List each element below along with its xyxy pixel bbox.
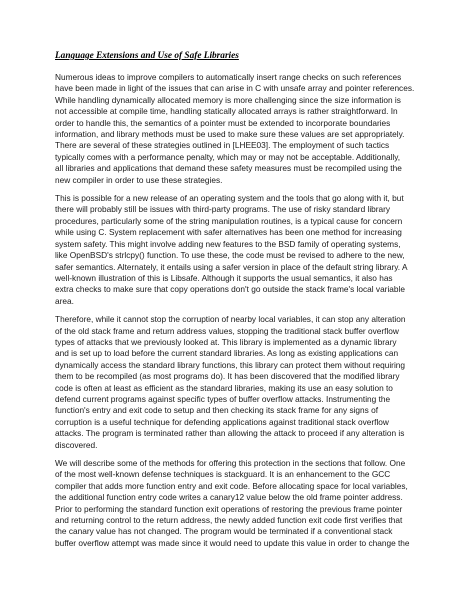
text-line: and returning control to the return address, the newly added function exit code first verifies that [55,515,403,526]
text-line: the canary value has not changed. The program would be terminated if a conventional stack [55,526,393,537]
section-heading: Language Extensions and Use of Safe Libraries [55,51,239,61]
text-line: have been made in light of the issues that can arise in C with unsafe array and pointer references. [55,83,415,94]
text-line: dynamically access the standard library functions, this library can protect them without requiring [55,359,406,370]
text-line: attacks. The program is terminated rather than allowing the attack to proceed if any alteration is [55,428,405,439]
text-line: information, and library methods must be used to make sure these values are set appropriately. [55,129,405,140]
text-line: procedures, particularly some of the string manipulation routines, is a typical cause for concern [55,215,403,226]
text-line: of the old stack frame and return address values, stopping the traditional stack buffer overflow [55,325,399,336]
paragraph-libsafe-protection [55,314,423,451]
text-line: function's entry and exit code to setup and then checking its stack frame for any signs of [55,405,379,416]
text-line: safer semantics. Alternately, it entails using a safer version in place of the default string library. A [55,261,408,272]
text-line: We will describe some of the methods for offering this protection in the sections that follow. One [55,458,406,468]
text-line: typically comes with a performance penalty, which may or may not be acceptable. Additionally, [55,151,401,162]
text-line: the additional function entry code writes a canary12 value below the old frame pointer address. [55,492,403,503]
text-line: order to handle this, the semantics of a pointer must be extended to incorporate boundaries [55,117,391,128]
text-line: Numerous ideas to improve compilers to automatically insert range checks on such references [55,72,402,82]
text-line: types of attacks that we previously looked at. This library is implemented as a dynamic library [55,336,397,347]
document-page [55,50,423,556]
text-line: code is often at least as efficient as the standard libraries, making its use an easy solution to [55,382,393,393]
text-line: and is set up to load before the current standard libraries. As long as existing applications can [55,348,399,359]
text-line: area. [55,295,74,306]
text-line: while using C. System replacement with safer alternatives has been one method for increasing [55,227,402,238]
text-line: discovered. [55,439,98,450]
text-line: there will probably still be issues with third-party programs. The use of risky standard library [55,204,391,215]
text-line: them to be recompiled (as most programs do). It has been discovered that the modified library [55,371,400,382]
text-line: of the most well-known defense techniques is stackguard. It is an enhancement to the GCC [55,469,391,480]
text-line: defend current programs against specific types of buffer overflow attacks. Instrumenting the [55,393,391,404]
text-line: Prior to performing the standard function exit operations of restoring the previous frame pointer [55,503,403,514]
paragraph-safe-libraries [55,193,423,307]
text-line: extra checks to make sure that copy operations don't go outside the stack frame's local variable [55,284,405,295]
paragraph-compiler-range-checks [55,72,423,186]
text-line: all libraries and applications that demand these safety measures must be recompiled using the [55,163,402,174]
text-line: There are several of these strategies outlined in [LHEE03]. The employment of such tactics [55,140,390,151]
text-line: buffer overflow attempt was made since it would need to update this value in order to change the [55,537,410,548]
text-line: system safety. This might involve adding new features to the BSD family of operating systems, [55,238,401,249]
text-line: like OpenBSD's strlcpy() function. To use these, the code must be revised to adhere to the new, [55,250,405,261]
text-line: well-known illustration of this is Libsafe. Although it supports the usual semantics, it also has [55,272,393,283]
text-line: new compiler in order to use these strategies. [55,174,223,185]
paragraph-stackguard [55,458,423,549]
text-line: Therefore, while it cannot stop the corruption of nearby local variables, it can stop any alteration [55,314,406,325]
text-line: corruption is a useful technique for defending applications against traditional stack overflow [55,416,389,427]
text-line: While handling dynamically allocated memory is more challenging since the size information is [55,94,401,105]
text-line: not accessible at compile time, handling statically allocated arrays is rather straightforward. In [55,106,398,117]
text-line: This is possible for a new release of an operating system and the tools that go along with it, but [55,193,404,204]
text-line: compiler that adds more function entry and exit code. Before allocating space for local variables, [55,480,408,491]
